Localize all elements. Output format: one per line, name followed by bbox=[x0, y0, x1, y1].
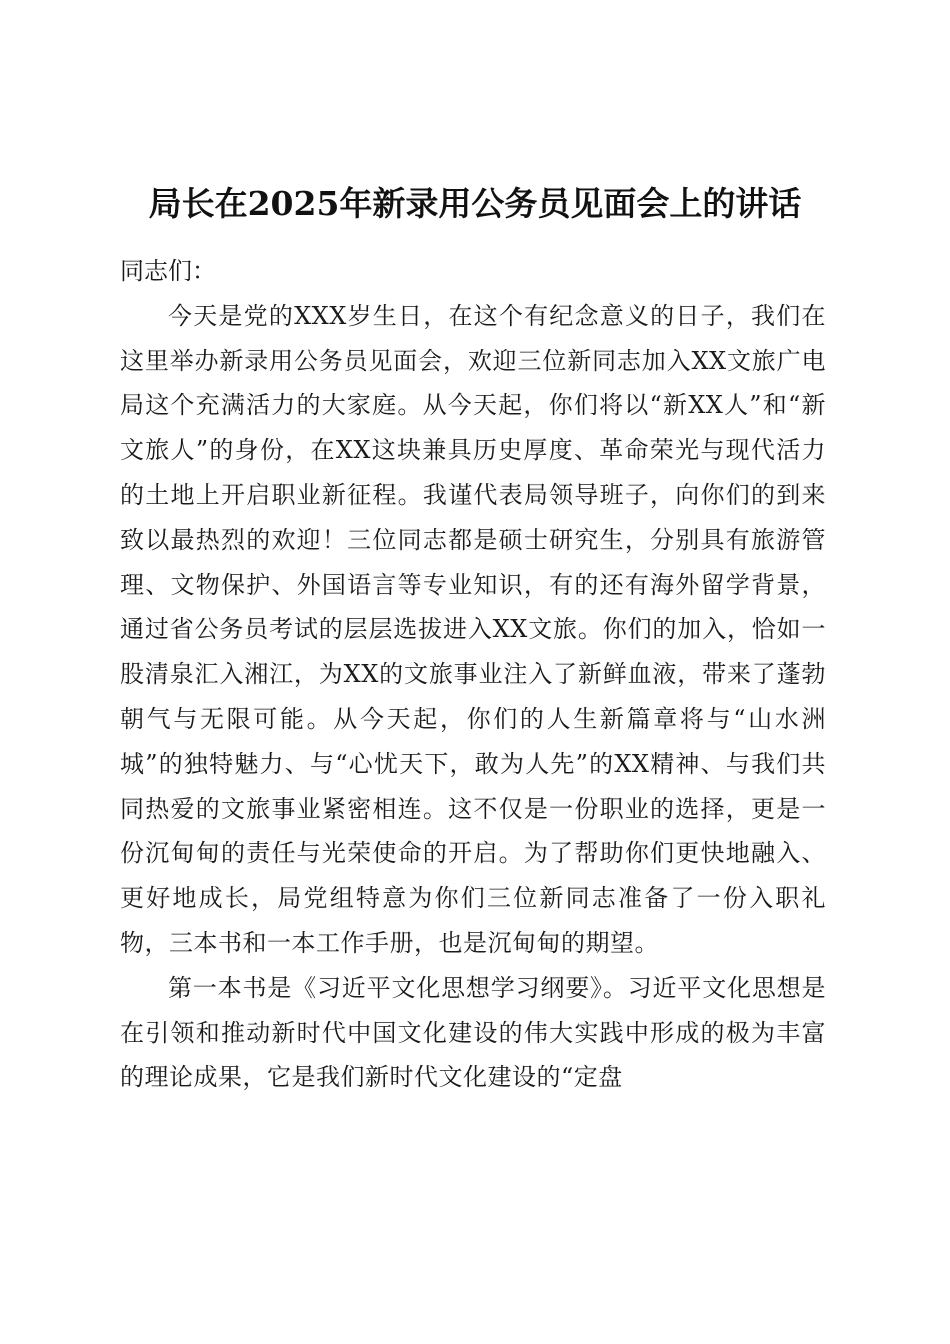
document-title: 局长在2025年新录用公务员见面会上的讲话 bbox=[148, 184, 802, 223]
document-body bbox=[120, 249, 826, 1100]
paragraph-first-book: 第一本书是《习近平文化思想学习纲要》。习近平文化思想是在引领和推动新时代中国文化建设的伟大实践中形成的极为丰富的理论成果，它是我们新时代文化建设的“定盘 bbox=[120, 973, 826, 1092]
paragraph-welcome: 今天是党的XXX岁生日，在这个有纪念意义的日子，我们在这里举办新录用公务员见面会，欢迎三位新同志加入XX文旅广电局这个充满活力的大家庭。从今天起，你们将以“新XX人”和“新文旅人”的身份，在XX这块兼具历史厚度、革命荣光与现代活力的土地上开启职业新征程。我谨代表局领导班子，向你们的到来致以最热烈的欢迎！三位同志都是硕士研究生，分别具有旅游管理、文物保护、外国语言等专业知识，有的还有海外留学背景，通过省公务员考试的层层选拔进入XX文旅。你们的加入，恰如一股清泉汇入湘江，为XX的文旅事业注入了新鲜血液，带来了蓬勃朝气与无限可能。从今天起，你们的人生新篇章将与“山水洲城”的独特魅力、与“心忧天下，敢为人先”的XX精神、与我们共同热爱的文旅事业紧密相连。这不仅是一份职业的选择，更是一份沉甸甸的责任与光荣使命的开启。为了帮助你们更快地融入、更好地成长，局党组特意为你们三位新同志准备了一份入职礼物，三本书和一本工作手册，也是沉甸甸的期望。 bbox=[120, 301, 826, 957]
salutation: 同志们： bbox=[120, 257, 216, 285]
